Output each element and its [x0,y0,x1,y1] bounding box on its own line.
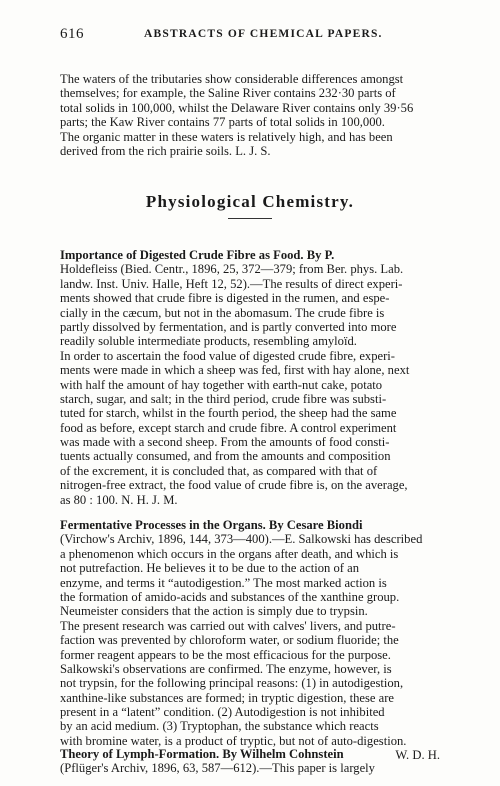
text-line: present in a “latent” condition. (2) Autodigestion is not inhibited [60,705,385,720]
text-line: not putrefaction. He believes it to be due to the action of an [60,561,360,576]
text-line: starch, sugar, and salt; in the third period, crude fibre was substi- [60,391,387,406]
text-line: former reagent appears to be the most efficacious for the purpose. [60,647,391,662]
abstract-title-line: Importance of Digested Crude Fibre as Food. By P. [60,248,335,262]
text-line: as 80 : 100. N. H. J. M. [60,492,178,507]
section-title: Physiological Chemistry. [145,192,355,211]
page-number: 616 [60,26,84,42]
text-line: not trypsin, for the following principal reasons: (1) in autodigestion, [60,676,404,691]
text-line: readily soluble intermediate products, resembling amyloïd. [60,334,357,349]
abstract-fermentative [60,518,440,763]
text-line: with bromine water, is a product of tryptic, but not of auto-digestion. [60,733,407,748]
text-line: faction was prevented by chloroform water, or sodium fluoride; the [60,633,399,648]
text-line: a phenomenon which occurs in the organs after death, and which is [60,546,399,561]
text-line: ments showed that crude fibre is digested in the rumen, and espe- [60,291,390,306]
intro-paragraph [60,72,440,158]
text-line: by an acid medium. (3) Tryptophan, the substance which reacts [60,719,379,734]
text-line: The organic matter in these waters is relatively high, and has been [60,129,393,144]
text-line: cially in the cæcum, but not in the abomasum. The crude fibre is [60,305,385,320]
text-line: tuted for starch, whilst in the fourth period, the sheep had the same [60,406,397,421]
abstract-crude-fibre [60,248,440,507]
text-line: was made with a second sheep. From the amounts of food consti- [60,435,390,450]
abstract-title-line: Theory of Lymph-Formation. By Wilhelm Cohnstein [60,747,344,761]
text-line: nitrogen-free extract, the food value of crude fibre is, on the average, [60,478,408,493]
page-header [60,26,440,44]
abstract-title-line: Fermentative Processes in the Organs. By Cesare Biondi [60,518,363,532]
text-line: partly dissolved by fermentation, and is partly converted into more [60,319,397,334]
text-line: tuents actually consumed, and from the amounts and composition [60,449,391,464]
text-line: xanthine-like substances are formed; in tryptic digestion, these are [60,690,394,705]
text-line: landw. Inst. Univ. Halle, Heft 12, 52).—The results of direct experi- [60,276,403,291]
text-line: with half the amount of hay together with earth-nut cake, potato [60,377,383,392]
text-line: ments were made in which a sheep was fed, first with hay alone, next [60,363,410,378]
abstract-lymph [60,747,440,776]
text-line: the formation of amido-acids and substances of the xanthine group. [60,589,400,604]
text-line: Holdefleiss (Bied. Centr., 1896, 25, 372—379; from Ber. phys. Lab. [60,262,404,277]
text-line: themselves; for example, the Saline River contains 232·30 parts of [60,86,396,101]
text-line: (Pflüger's Archiv, 1896, 63, 587—612).—This paper is largely [60,761,375,776]
section-rule [228,218,272,219]
text-line: total solids in 100,000, whilst the Delaware River contains only 39·56 [60,100,414,115]
text-line: food as before, except starch and crude fibre. A control experiment [60,420,397,435]
running-head: ABSTRACTS OF CHEMICAL PAPERS. [144,28,383,40]
text-line: derived from the rich prairie soils. L. J. S. [60,143,271,158]
text-line: In order to ascertain the food value of digested crude fibre, experi- [60,348,395,363]
signature: W. D. H. [395,748,440,763]
text-line: of the excrement, it is concluded that, as compared with that of [60,463,378,478]
text-line: The waters of the tributaries show considerable differences amongst [60,72,404,86]
text-line: parts; the Kaw River contains 77 parts of total solids in 100,000. [60,115,385,130]
text-line: Salkowski's observations are confirmed. The enzyme, however, is [60,661,392,676]
text-line: Neumeister considers that the action is simply due to trypsin. [60,604,368,619]
text-line: The present research was carried out with calves' livers, and putre- [60,618,396,633]
text-line: enzyme, and terms it “autodigestion.” The most marked action is [60,575,387,590]
text-line: (Virchow's Archiv, 1896, 144, 373—400).—E. Salkowski has described [60,532,423,547]
